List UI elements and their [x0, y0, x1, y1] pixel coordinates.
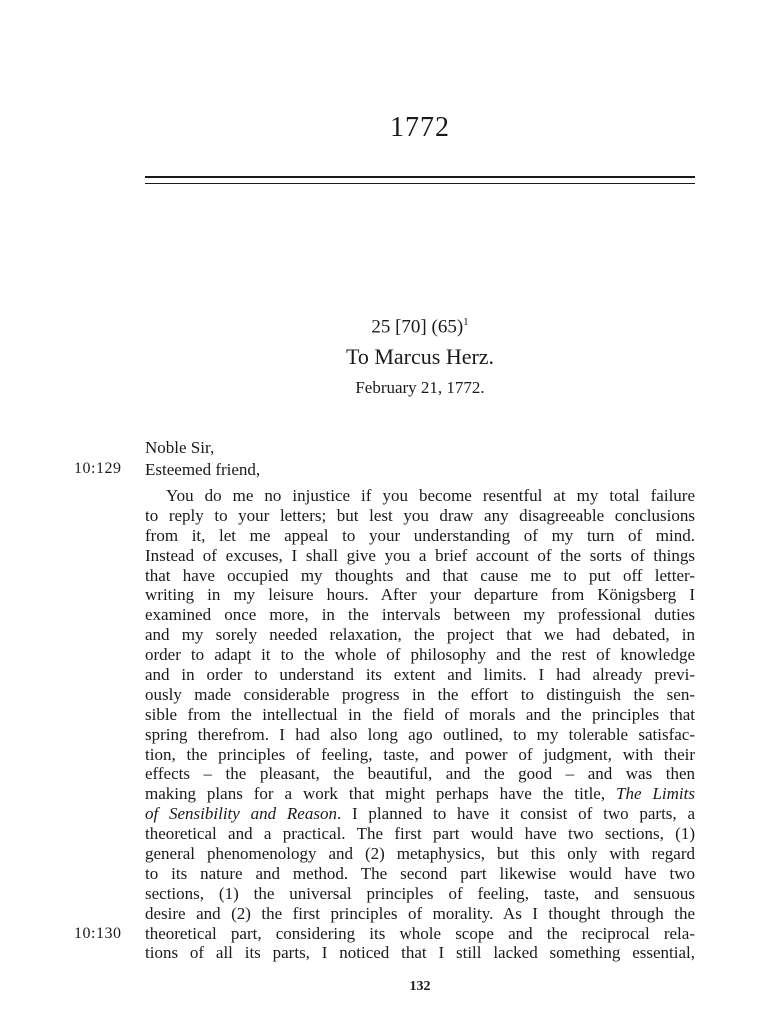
body-line: examined once more, in the intervals between my professional duties: [145, 605, 695, 625]
running-head-year: 1772: [390, 112, 450, 143]
body-line: spring therefrom. I had also long ago outlined, to my tolerable satisfac-: [145, 724, 695, 744]
body-line: and my sorely needed relaxation, the project that we had debated, in: [145, 625, 695, 645]
body-line: theoretical part, considering its whole scope and the reciprocal rela-: [145, 923, 695, 943]
body-line: Instead of excuses, I shall give you a brief account of the sorts of things: [145, 545, 695, 565]
body-line: tions of all its parts, I noticed that I still lacked something essential,: [145, 943, 695, 963]
book-title: of Sensibility and Reason: [145, 804, 337, 824]
body-line: tion, the principles of feeling, taste, and power of judgment, with their: [145, 744, 695, 764]
body-line: effects – the pleasant, the beautiful, and the good – and was then: [145, 764, 695, 784]
body-line: and in order to understand its extent and limits. I had already previ-: [145, 665, 695, 685]
header-rule-thick: [145, 176, 695, 178]
header-rule-thin: [145, 183, 695, 184]
margin-reference: 10:130: [74, 925, 122, 942]
body-line: of Sensibility and Reason. I planned to have it consist of two parts, a: [145, 804, 696, 824]
salutation-line-1: Noble Sir,: [145, 438, 215, 457]
body-line: writing in my leisure hours. After your departure from Königsberg I: [145, 585, 695, 605]
margin-reference: 10:129: [74, 460, 122, 477]
body-line: theoretical and a practical. The first part would have two sections, (1): [145, 824, 695, 844]
salutation-line-2: Esteemed friend,: [145, 460, 261, 479]
body-line: to reply to your letters; but lest you draw any disagreeable conclusions: [145, 505, 695, 525]
letter-recipient: To Marcus Herz.: [345, 344, 495, 369]
body-line: from it, let me appeal to your understanding of my turn of mind.: [145, 525, 695, 545]
body-line: that have occupied my thoughts and that cause me to put off letter-: [145, 565, 695, 585]
letter-number-text: 25 [70] (65): [371, 316, 464, 338]
body-line: general phenomenology and (2) metaphysics, but this only with regard: [145, 844, 695, 864]
body-line: making plans for a work that might perhaps have the title, The Limits: [145, 784, 695, 804]
body-line: desire and (2) the first principles of morality. As I thought through the: [145, 903, 695, 923]
body-line: sections, (1) the universal principles of feeling, taste, and sensuous: [145, 883, 695, 903]
body-line: order to adapt it to the whole of philosophy and the rest of knowledge: [145, 645, 695, 665]
body-line: to its nature and method. The second part likewise would have two: [145, 863, 695, 883]
body-line: sible from the intellectual in the field of morals and the principles that: [145, 704, 695, 724]
page-number: 132: [409, 979, 431, 994]
letter-body: [145, 486, 695, 963]
book-title: The Limits: [616, 784, 695, 804]
body-line: ously made considerable progress in the effort to distinguish the sen-: [145, 684, 695, 704]
letter-number: [145, 316, 695, 338]
letter-date: February 21, 1772.: [355, 378, 485, 397]
body-line: You do me no injustice if you become resentful at my total failure: [166, 486, 695, 505]
footnote-mark[interactable]: 1: [463, 316, 469, 328]
